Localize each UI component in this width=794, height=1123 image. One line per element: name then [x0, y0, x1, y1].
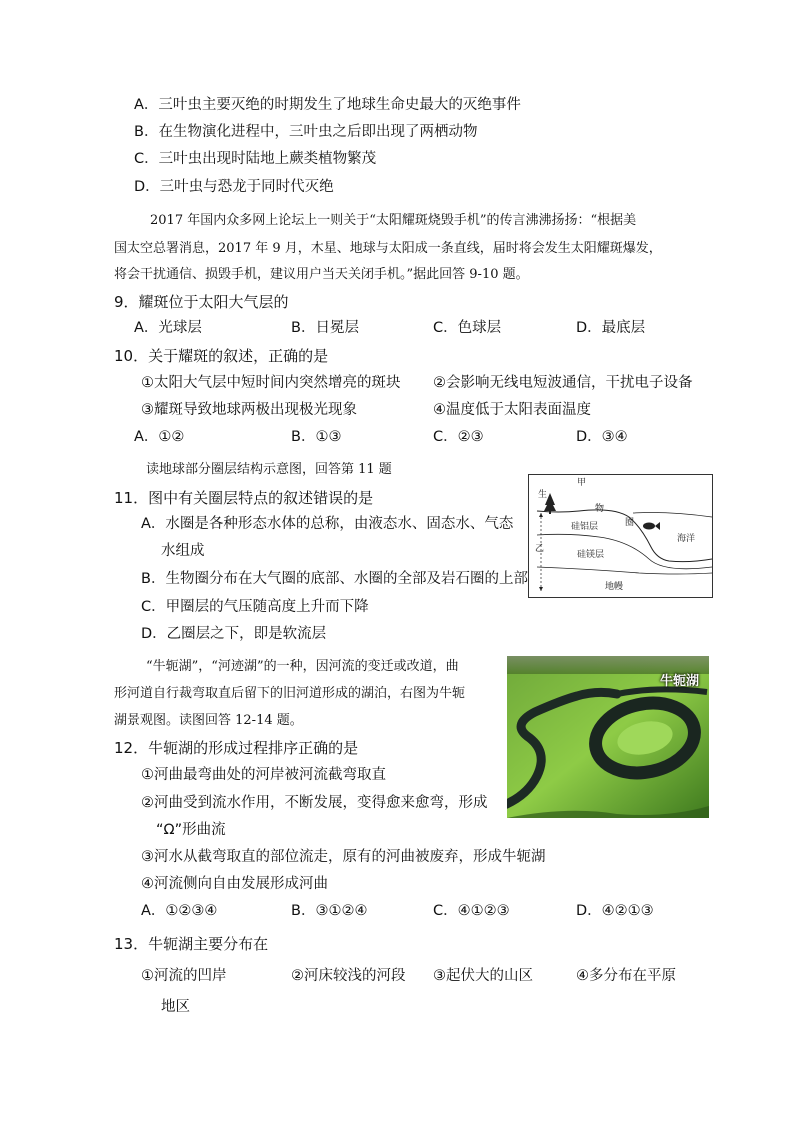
q13-item-4: ④多分布在平原 [576, 968, 676, 984]
q9-option-c: C．色球层 [433, 320, 502, 336]
q12-item-1: ①河曲最弯曲处的河岸被河流截弯取直 [141, 767, 386, 783]
q9-stem: 9．耀斑位于太阳大气层的 [114, 293, 289, 311]
label-yi: 乙 [535, 544, 545, 554]
label-quan: 圈 [625, 518, 635, 528]
passage1-line3: 将会干扰通信、损毁手机，建议用户当天关闭手机。”据此回答 9-10 题。 [114, 267, 529, 282]
label-silicon-al: 硅铝层 [571, 522, 599, 532]
q13-item-1: ①河流的凹岸 [141, 968, 227, 984]
oxbow-lake-photo [507, 656, 709, 818]
q10-item-4: ④温度低于太阳表面温度 [433, 402, 591, 418]
q12-option-a: A．①②③④ [141, 903, 218, 919]
moho-line [537, 567, 712, 574]
q8-option-c: C．三叶虫出现时陆地上蕨类植物繁茂 [134, 151, 377, 167]
q9-option-d: D．最底层 [576, 320, 646, 336]
q11-option-b: B．生物圈分布在大气圈的底部、水圈的全部及岩石圈的上部 [141, 571, 528, 587]
q11-intro: 读地球部分圈层结构示意图，回答第 11 题 [146, 462, 392, 477]
q12-option-d: D．④②①③ [576, 903, 654, 919]
q12-item-2: ②河曲受到流水作用，不断发展，变得愈来愈弯，形成 [141, 795, 488, 811]
passage1-line1: 2017 年国内众多网上论坛上一则关于“太阳耀斑烧毁手机”的传言沸沸扬扬：“根据美 [150, 213, 637, 228]
q11-option-a-cont: 水组成 [161, 543, 205, 559]
q10-option-d: D．③④ [576, 429, 628, 445]
q11-option-d: D．乙圈层之下，即是软流层 [141, 626, 327, 642]
q8-option-a: A．三叶虫主要灭绝的时期发生了地球生命史最大的灭绝事件 [134, 97, 521, 113]
label-ocean: 海洋 [677, 534, 696, 544]
q10-item-2: ②会影响无线电短波通信，干扰电子设备 [433, 375, 693, 391]
q12-item-2-cont: “Ω”形曲流 [156, 822, 226, 838]
q11-stem: 11．图中有关圈层特点的叙述错误的是 [114, 489, 374, 507]
q13-item-4-cont: 地区 [161, 999, 190, 1015]
q10-option-c: C．②③ [433, 429, 484, 445]
q8-option-b: B．在生物演化进程中，三叶虫之后即出现了两栖动物 [134, 124, 478, 140]
q12-stem: 12．牛轭湖的形成过程排序正确的是 [114, 739, 359, 757]
q10-item-1: ①太阳大气层中短时间内突然增亮的斑块 [141, 375, 401, 391]
fish-icon [643, 522, 660, 530]
q12-option-c: C．④①②③ [433, 903, 510, 919]
label-sheng: 生 [538, 490, 548, 500]
earth-layer-diagram [528, 474, 713, 598]
q11-option-a: A．水圈是各种形态水体的总称，由液态水、固态水、气态 [141, 516, 514, 532]
q13-stem: 13．牛轭湖主要分布在 [114, 935, 269, 953]
label-jia: 甲 [577, 478, 587, 488]
label-silicon-mg: 硅镁层 [577, 550, 605, 560]
q8-option-d: D．三叶虫与恐龙于同时代灭绝 [134, 179, 334, 195]
earth-layer-svg [529, 475, 712, 597]
q13-item-3: ③起伏大的山区 [433, 968, 533, 984]
q11-option-c: C．甲圈层的气压随高度上升而下降 [141, 599, 369, 615]
q12-option-b: B．③①②④ [291, 903, 368, 919]
ocean-surface-line [633, 513, 712, 518]
q12-item-3: ③河水从截弯取直的部位流走，原有的河曲被废弃，形成牛轭湖 [141, 849, 546, 865]
label-mantle: 地幔 [605, 582, 624, 592]
passage2-line1: “牛轭湖”，“河迹湖”的一种，因河流的变迁或改道，曲 [146, 659, 459, 674]
passage2-line2: 形河道自行裁弯取直后留下的旧河道形成的湖泊，右图为牛轭 [114, 686, 466, 701]
q12-item-4: ④河流侧向自由发展形成河曲 [141, 876, 328, 892]
passage1-line2: 国太空总署消息，2017 年 9 月，木星、地球与太阳成一条直线，届时将会发生太阳耀斑爆发， [114, 241, 662, 256]
label-wu: 物 [595, 504, 605, 514]
q13-item-2: ②河床较浅的河段 [291, 968, 406, 984]
q9-option-a: A．光球层 [134, 320, 202, 336]
q10-option-a: A．①② [134, 429, 185, 445]
q10-stem: 10．关于耀斑的叙述，正确的是 [114, 347, 329, 365]
q10-option-b: B．①③ [291, 429, 342, 445]
passage2-line3: 湖景观图。读图回答 12-14 题。 [114, 713, 303, 728]
q10-item-3: ③耀斑导致地球两极出现极光现象 [141, 402, 357, 418]
q9-option-b: B．日冕层 [291, 320, 359, 336]
photo-label: 牛轭湖 [659, 674, 699, 689]
